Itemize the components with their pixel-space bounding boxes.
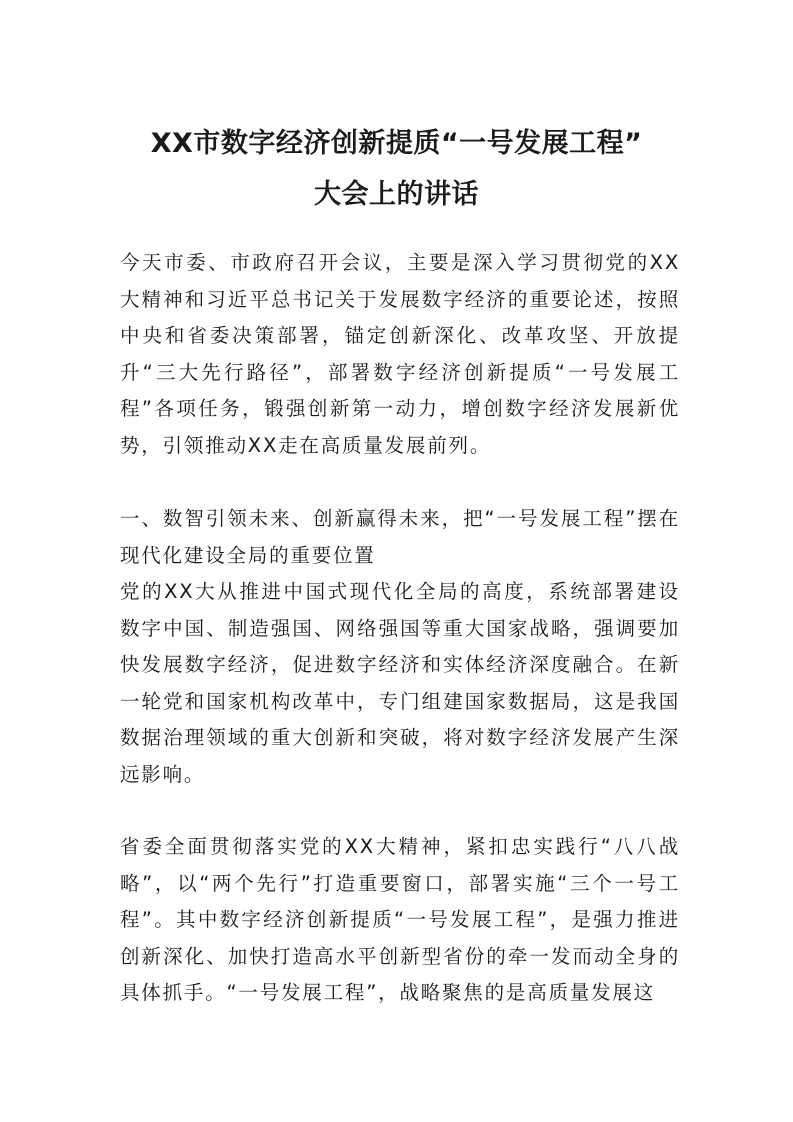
paragraph-opening: 今天市委、市政府召开会议，主要是深入学习贯彻党的XX大精神和习近平总书记关于发展数字经济的重要论述，按照中央和省委决策部署，锚定创新深化、改革攻坚、开放提升“三大先行路径”，部署数字经济创新提质“一号发展工程”各项任务，锻强创新第一动力，增创数字经济发展新优势，引领推动XX走在高质量发展前列。: [120, 251, 680, 457]
document-title-line-1: XX市数字经济创新提质“一号发展工程”: [150, 128, 643, 159]
paragraph-provincial-deployment: 省委全面贯彻落实党的XX大精神，紧扣忠实践行“八八战略”，以“两个先行”打造重要窗口，部署实施“三个一号工程”。其中数字经济创新提质“一号发展工程”，是强力推进创新深化、加快打造高水平创新型省份的牵一发而动全身的具体抓手。“一号发展工程”，战略聚焦的是高质量发展这: [120, 835, 680, 1004]
paragraph-national-strategy: 党的XX大从推进中国式现代化全局的高度，系统部署建设数字中国、制造强国、网络强国等重大国家战略，强调要加快发展数字经济，促进数字经济和实体经济深度融合。在新一轮党和国家机构改革中，专门组建国家数据局，这是我国数据治理领域的重大创新和突破，将对数字经济发展产生深远影响。: [120, 580, 680, 786]
section-heading-1: 一、数智引领未来、创新赢得未来，把“一号发展工程”摆在现代化建设全局的重要位置: [120, 507, 680, 567]
document-title-line-2: 大会上的讲话: [314, 179, 479, 210]
